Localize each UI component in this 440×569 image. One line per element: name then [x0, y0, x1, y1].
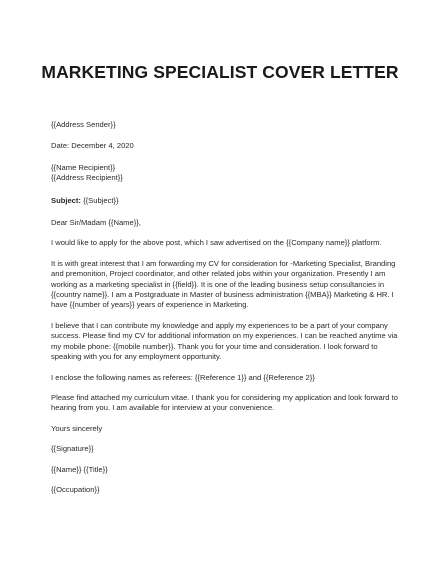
occupation-placeholder: {{Occupation}} [51, 484, 100, 494]
subject-label: Subject: [51, 195, 81, 205]
paragraph-contribution: I believe that I can contribute my knowledge and apply my experiences to be a part of your company success. Please find my CV for additional information on my experiences. I can be reached anytime via my mobile phone: {{mobile number}}. Thank you for your time and consideration. I look forward to speaking with you for any employment opportunity. [51, 320, 398, 362]
signature-placeholder: {{Signature}} [51, 444, 94, 454]
name-recipient: {{Name Recipient}} [51, 162, 116, 172]
paragraph-intro: I would like to apply for the above post, which I saw advertised on the {{Company name}} platform. [51, 238, 382, 248]
letter-date: Date: December 4, 2020 [51, 141, 134, 151]
address-recipient: {{Address Recipient}} [51, 173, 123, 183]
paragraph-references: I enclose the following names as referees: {{Reference 1}} and {{Reference 2}} [51, 372, 315, 382]
salutation: Dear Sir/Madam {{Name}}, [51, 218, 141, 228]
address-sender: {{Address Sender}} [51, 120, 116, 129]
paragraph-experience: It is with great interest that I am forwarding my CV for consideration for -Marketing Specialist, Branding and premonition, Project coordinator, and other related jobs within your organization. Presently I am working as a marketing specialist in {{field}}. It is one of the leading business setup consultancies in {{country name}}. I am a Postgraduate in Master of business administration {{MBA}} Marketing & HR. I have {{number of years}} years of experience in Marketing. [51, 258, 396, 310]
subject-value: {{Subject}} [80, 195, 119, 205]
letter-body [51, 120, 403, 495]
subject-line [51, 196, 403, 206]
document-title: MARKETING SPECIALIST COVER LETTER [41, 62, 399, 82]
paragraph-closing: Please find attached my curriculum vitae. I thank you for considering my application and look forward to hearing from you. I am available for interview at your convenience. [51, 392, 398, 413]
name-title-placeholder: {{Name}} {{Title}} [51, 464, 108, 474]
closing-phrase: Yours sincerely [51, 423, 103, 433]
